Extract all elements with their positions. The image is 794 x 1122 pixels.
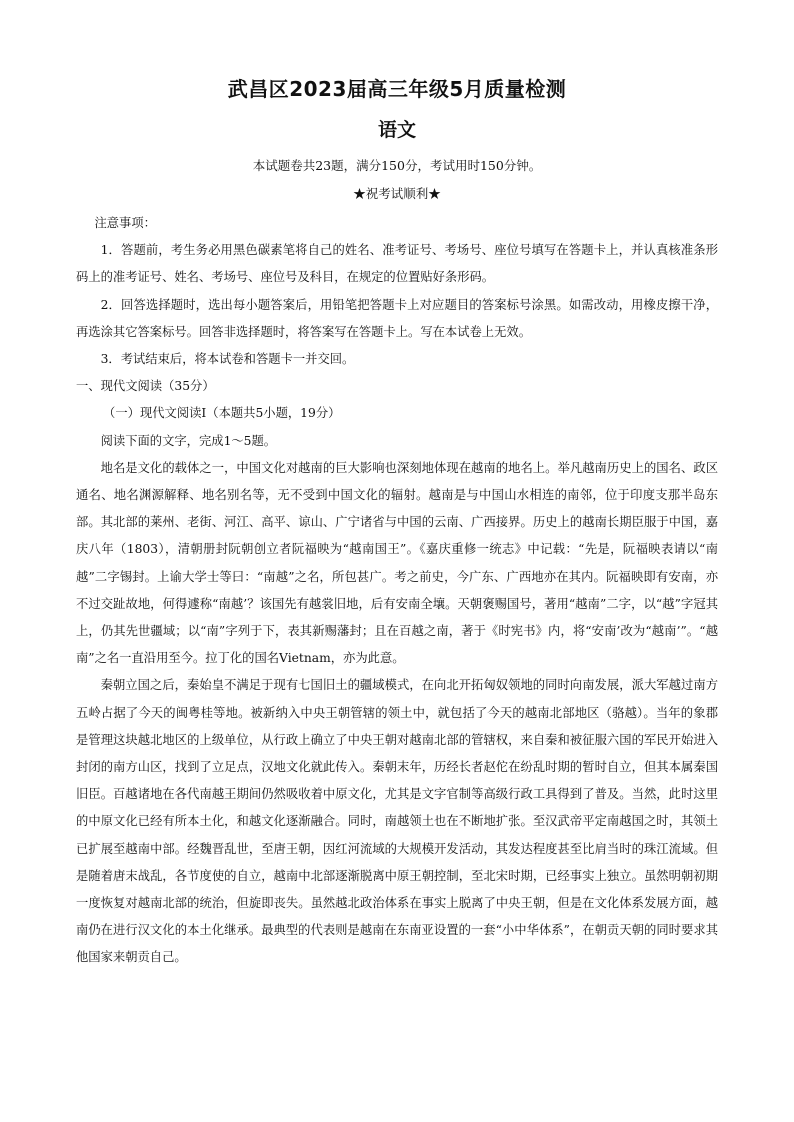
passage-paragraph-2: 秦朝立国之后，秦始皇不满足于现有七国旧土的疆域模式，在向北开拓匈奴领地的同时向南发展，派大军越过南方五岭占据了今天的闽粤桂等地。被新纳入中央王朝管辖的领土中，就包括了今天的越南北部地区（骆越）。当年的象郡是管理这块越北地区的上级单位，从行政上确立了中央王朝对越南北部的管辖权，来自秦和被征服六国的军民开始进入封闭的南方山区，找到了立足点，汉地文化就此传入。秦朝末年，历经长者赵佗在纷乱时期的暂时自立，但其本属秦国旧臣。百越诸地在各代南越王期间仍然吸收着中原文化，尤其是文字官制等高级行政工具得到了普及。当然，此时这里的中原文化已经有所本土化，和越文化逐渐融合。同时，南越领土也在不断地扩张。至汉武帝平定南越国之时，其领土已扩展至越南中部。经魏晋乱世，至唐王朝，因红河流域的大规模开发活动，其发达程度甚至比肩当时的珠江流域。但是随着唐末战乱，各节度使的自立，越南中北部逐渐脱离中原王朝控制，至北宋时期，已经事实上独立。虽然明朝初期一度恢复对越南北部的统治，但旋即丧失。虽然越北政治体系在事实上脱离了中央王朝，但是在文化体系发展方面，越南仍在进行汉文化的本土化继承。最典型的代表则是越南在东南亚设置的一套“小中华体系”，在朝贡天朝的同时要求其他国家来朝贡自己。	[76, 678, 718, 965]
subject-title: 语文	[377, 119, 416, 141]
reading-instruction: 阅读下面的文字，完成1～5题。	[100, 433, 277, 448]
good-luck-line: ★祝考试顺利★	[353, 186, 441, 201]
exam-body	[76, 210, 718, 972]
exam-title: 武昌区2023届高三年级5月质量检测	[227, 77, 567, 101]
passage-paragraph-1: 地名是文化的载体之一，中国文化对越南的巨大影响也深刻地体现在越南的地名上。举凡越南历史上的国名、政区通名、地名渊源解释、地名别名等，无不受到中国文化的辐射。越南是与中国山水相连的南邻，位于印度支那半岛东部。其北部的莱州、老街、河江、高平、谅山、广宁诸省与中国的云南、广西接界。历史上的越南长期臣服于中国，嘉庆八年（1803），清朝册封阮朝创立者阮福映为“越南国王”。《嘉庆重修一统志》中记载：“先是，阮福映表请以“南越”二字锡封。上谕大学士等曰：“南越”之名，所包甚广。考之前史，今广东、广西地亦在其内。阮福映即有安南，亦不过交趾故地，何得遽称“南越’？该国先有越裳旧地，后有安南全壤。天朝褒赐国号，著用“越南”二字，以“越”字冠其上，仍其先世疆域；以“南”字列于下，表其新赐藩封；且在百越之南，著于《时宪书》内，将“安南’改为“越南’”。“越南”之名一直沿用至今。拉丁化的国名Vietnam，亦为此意。	[76, 460, 718, 666]
subsection-heading: （一）现代文阅读I（本题共5小题，19分）	[103, 406, 341, 421]
notes-heading: 注意事项：	[94, 216, 156, 230]
exam-info: 本试题卷共23题，满分150分，考试用时150分钟。	[252, 158, 542, 173]
note-item-1: 1．答题前，考生务必用黑色碳素笔将自己的姓名、准考证号、考场号、座位号填写在答题卡上，并认真核准条形码上的准考证号、姓名、考场号、座位号及科目，在规定的位置贴好条形码。	[76, 243, 718, 285]
section-heading: 一、现代文阅读（35分）	[76, 379, 215, 394]
note-item-2: 2．回答选择题时，选出每小题答案后，用铅笔把答题卡上对应题目的答案标号涂黑。如需改动，用橡皮擦干净，再选涂其它答案标号。回答非选择题时，将答案写在答题卡上。写在本试卷上无效。	[76, 297, 718, 339]
note-item-3: 3．考试结束后，将本试卷和答题卡一并交回。	[100, 352, 355, 367]
